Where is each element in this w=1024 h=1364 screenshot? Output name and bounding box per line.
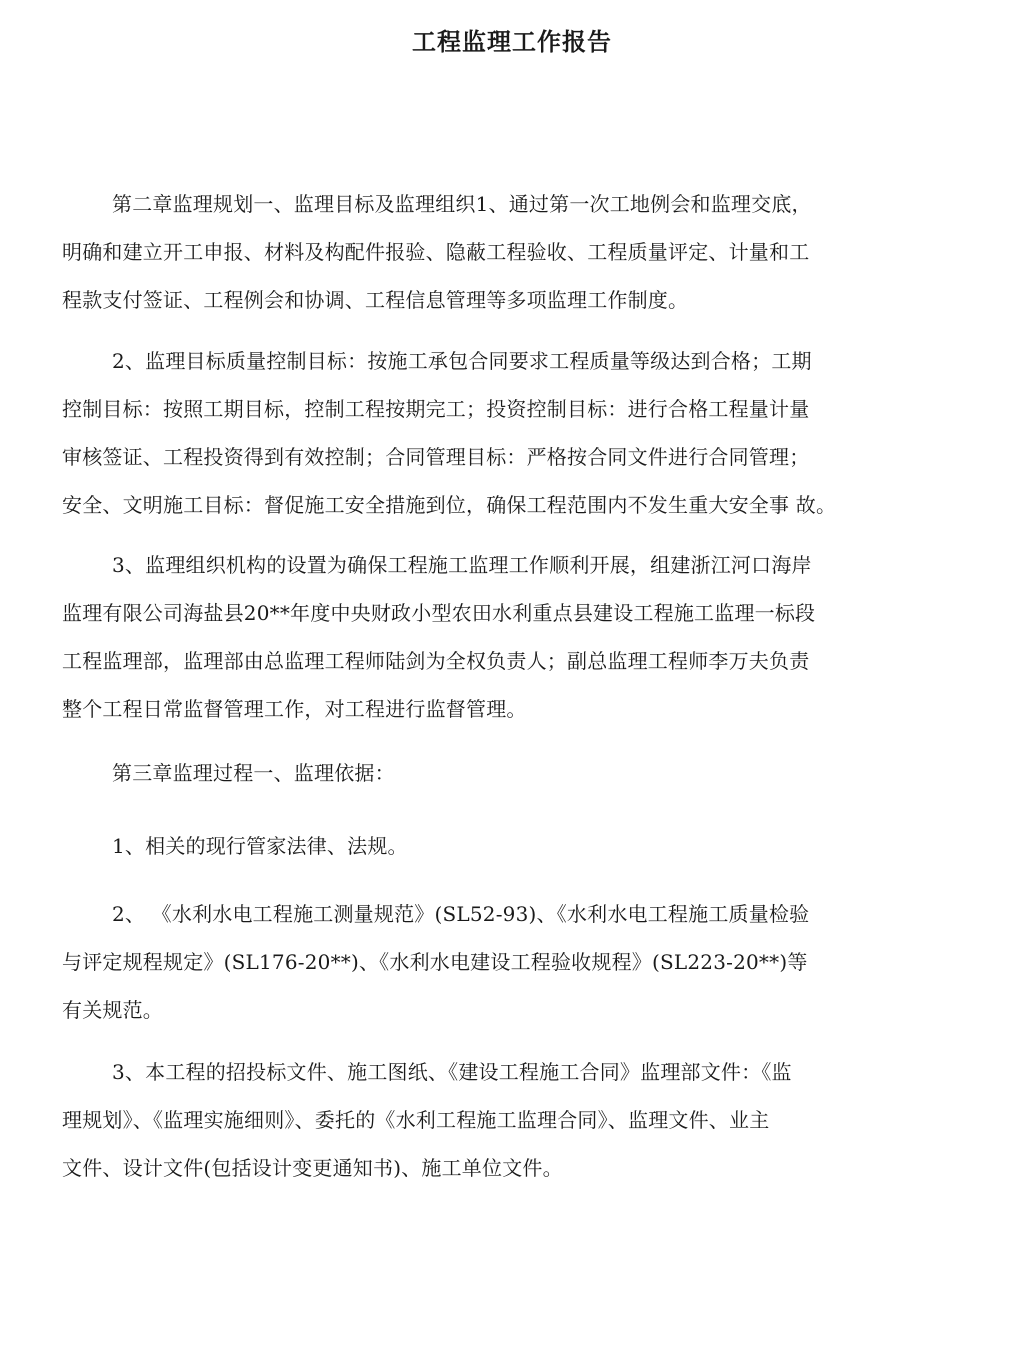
paragraph-line: 有关规范。	[62, 998, 163, 1022]
paragraph-line: 程款支付签证、工程例会和协调、工程信息管理等多项监理工作制度。	[62, 288, 689, 312]
paragraph-line: 安全、文明施工目标：督促施工安全措施到位，确保工程范围内不发生重大安全事 故。	[62, 493, 837, 517]
paragraph-line: 第二章监理规划一、监理目标及监理组织1、通过第一次工地例会和监理交底，	[112, 192, 812, 216]
paragraph-supervision-goals	[62, 337, 952, 529]
paragraph-line: 第三章监理过程一、监理依据：	[112, 761, 395, 785]
paragraph-basis-3	[62, 1048, 952, 1192]
paragraph-line: 3、本工程的招投标文件、施工图纸、《建设工程施工合同》监理部文件：《监	[112, 1060, 792, 1084]
paragraph-chapter-2-intro	[62, 180, 952, 324]
paragraph-basis-2	[62, 890, 952, 1034]
paragraph-line: 2、 《水利水电工程施工测量规范》(SL52-93)、《水利水电工程施工质量检验	[112, 902, 810, 926]
paragraph-line: 1、相关的现行管家法律、法规。	[112, 834, 408, 858]
paragraph-line: 审核签证、工程投资得到有效控制；合同管理目标：严格按合同文件进行合同管理；	[62, 445, 810, 469]
document-title: 工程监理工作报告	[412, 28, 612, 56]
paragraph-line: 控制目标：按照工期目标，控制工程按期完工；投资控制目标：进行合格工程量计量	[62, 397, 810, 421]
paragraph-line: 与评定规程规定》(SL176-20**)、《水利水电建设工程验收规程》(SL223-20**)等	[62, 950, 808, 974]
paragraph-line: 理规划》、《监理实施细则》、委托的《水利工程施工监理合同》、监理文件、业主	[62, 1108, 770, 1132]
paragraph-line: 明确和建立开工申报、材料及构配件报验、隐蔽工程验收、工程质量评定、计量和工	[62, 240, 810, 264]
paragraph-line: 文件、设计文件(包括设计变更通知书)、施工单位文件。	[62, 1156, 563, 1180]
paragraph-line: 工程监理部，监理部由总监理工程师陆剑为全权负责人；副总监理工程师李万夫负责	[62, 649, 810, 673]
paragraph-organization	[62, 541, 952, 733]
paragraph-chapter-3-heading	[62, 749, 952, 797]
paragraph-line: 监理有限公司海盐县20**年度中央财政小型农田水利重点县建设工程施工监理一标段	[62, 601, 816, 625]
paragraph-line: 3、监理组织机构的设置为确保工程施工监理工作顺利开展，组建浙江河口海岸	[112, 553, 812, 577]
paragraph-line: 2、监理目标质量控制目标：按施工承包合同要求工程质量等级达到合格；工期	[112, 349, 812, 373]
paragraph-basis-1	[62, 822, 952, 870]
paragraph-line: 整个工程日常监督管理工作，对工程进行监督管理。	[62, 697, 527, 721]
